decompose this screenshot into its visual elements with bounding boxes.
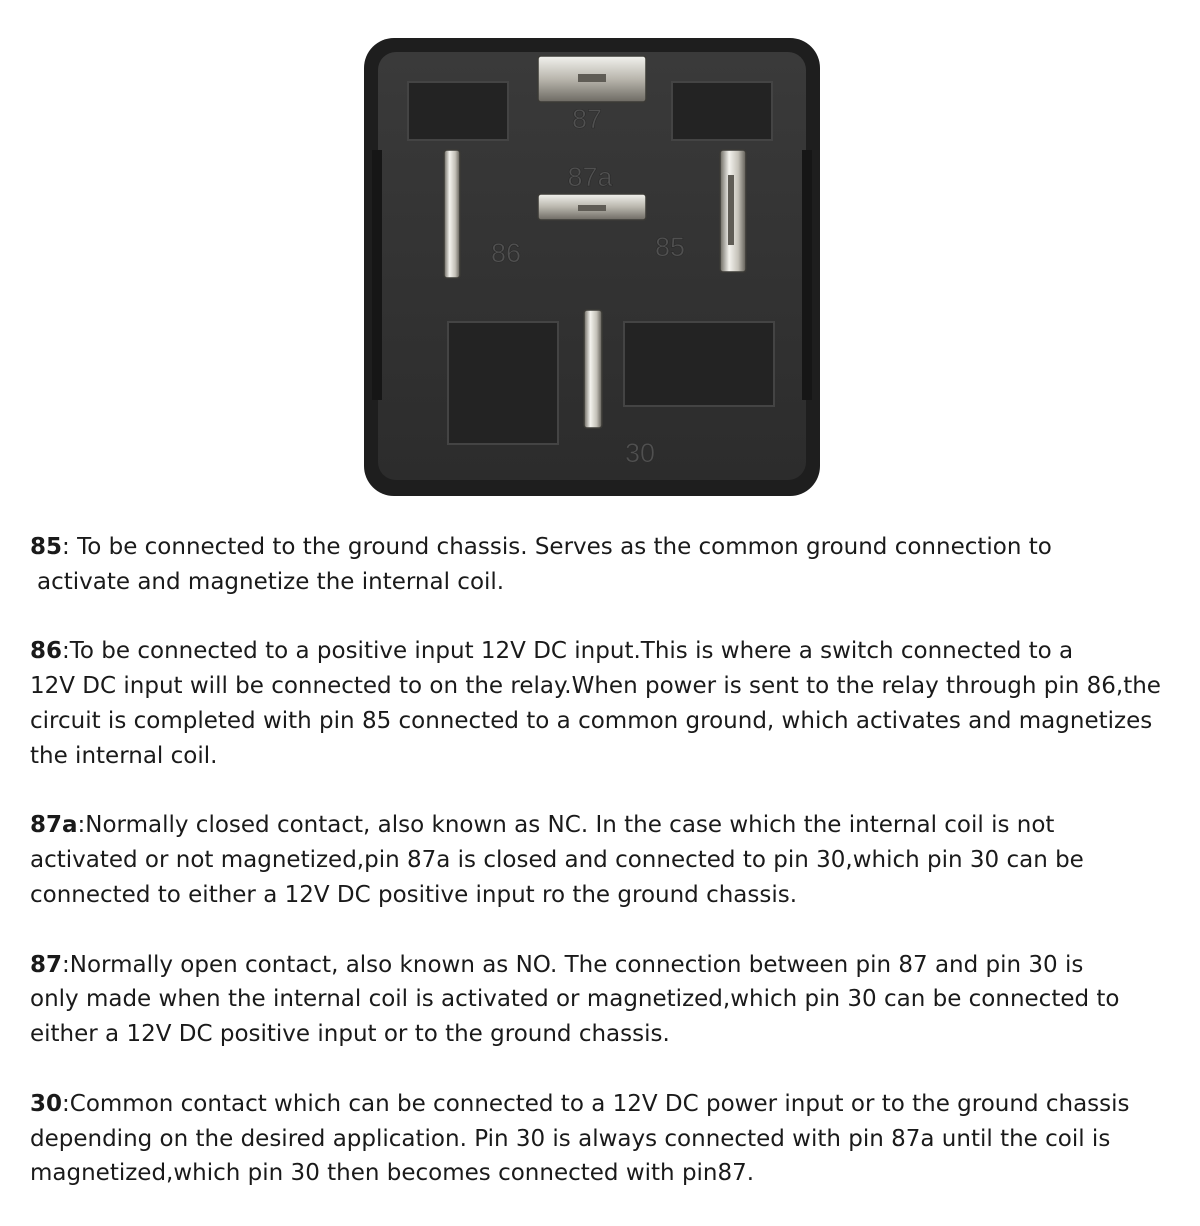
pin-87 [538, 56, 646, 102]
recess-top-left [408, 82, 508, 140]
pin-number: 87 [30, 951, 63, 978]
pin-description-30: 30:Common contact which can be connected to a 12V DC power input or to the ground chassis depending on the desired application. Pin 30 is always connected with pin 87a until the coil is magnetized,which pin 30 then becomes connected with pin87. [30, 1090, 1130, 1187]
pin-description-text: Common contact which can be connected to a 12V DC power input or to the ground chassis [69, 1090, 1130, 1117]
pin-description-86: 86:To be connected to a positive input 12V DC input.This is where a switch connected to a 12V DC input will be connected to on the relay.When power is sent to the relay through pin 86,the circuit is completed with pin 85 connected to a common ground, which activates and magnetizes the internal coil. [30, 638, 1161, 769]
pin-number: 30 [30, 1090, 63, 1117]
pin-description-text: To be connected to a positive input 12V DC input.This is where a switch connected to a [69, 638, 1074, 665]
pin-description-text: To be connected to the ground chassis. Serves as the common ground connection to [77, 534, 1052, 560]
pin-85 [720, 150, 746, 272]
pin-description-text: Normally closed contact, also known as NC. In the case which the internal coil is not [85, 812, 1055, 839]
pin-description-text: activated or not magnetized,pin 87a is closed and connected to pin 30,which pin 30 can be connected to either a 12V DC positive input ro the ground chassis. [30, 847, 1084, 908]
pin-87a [538, 194, 646, 220]
pin-label-86: 86 [490, 238, 522, 268]
pin-86 [444, 150, 460, 278]
pin-label-87a: 87a [567, 162, 613, 192]
recess-top-right [672, 82, 772, 140]
pin-number: 85 [30, 534, 63, 560]
recess-bottom-left [448, 322, 558, 444]
relay-photo [0, 0, 1200, 510]
pin-description-85: 85: To be connected to the ground chassis. Serves as the common ground connection to activate and magnetize the internal coil. [30, 534, 1052, 595]
pin-description-text: Normally open contact, also known as NO. The connection between pin 87 and pin 30 is [69, 951, 1084, 978]
pin-label-30: 30 [624, 438, 656, 468]
pin-label-87: 87 [571, 104, 603, 134]
pin-number: 87a [30, 812, 78, 839]
pin-label-85: 85 [654, 232, 686, 262]
recess-bottom-right [624, 322, 774, 406]
pin-number: 86 [30, 638, 63, 665]
pin-description-text: 12V DC input will be connected to on the relay.When power is sent to the relay through pin 86,the circuit is completed with pin 85 connected to a common ground, which activates and magnetizes the internal coil. [30, 673, 1161, 769]
pin-description-text: only made when the internal coil is activated or magnetized,which pin 30 can be connected to either a 12V DC positive input or to the ground chassis. [30, 986, 1120, 1048]
pin-description-87a: 87a:Normally closed contact, also known as NC. In the case which the internal coil is not activated or not magnetized,pin 87a is closed and connected to pin 30,which pin 30 can be connected to either a 12V DC positive input ro the ground chassis. [30, 812, 1084, 908]
pin-descriptions [30, 530, 1180, 1226]
pin-30 [584, 310, 602, 428]
pin-description-text: depending on the desired application. Pin 30 is always connected with pin 87a until the coil is magnetized,which pin 30 then becomes connected with pin87. [30, 1125, 1111, 1187]
pin-description-87: 87:Normally open contact, also known as NO. The connection between pin 87 and pin 30 is only made when the internal coil is activated or magnetized,which pin 30 can be connected to either a 12V DC positive input or to the ground chassis. [30, 951, 1120, 1048]
pin-description-text: activate and magnetize the internal coil. [37, 568, 505, 595]
